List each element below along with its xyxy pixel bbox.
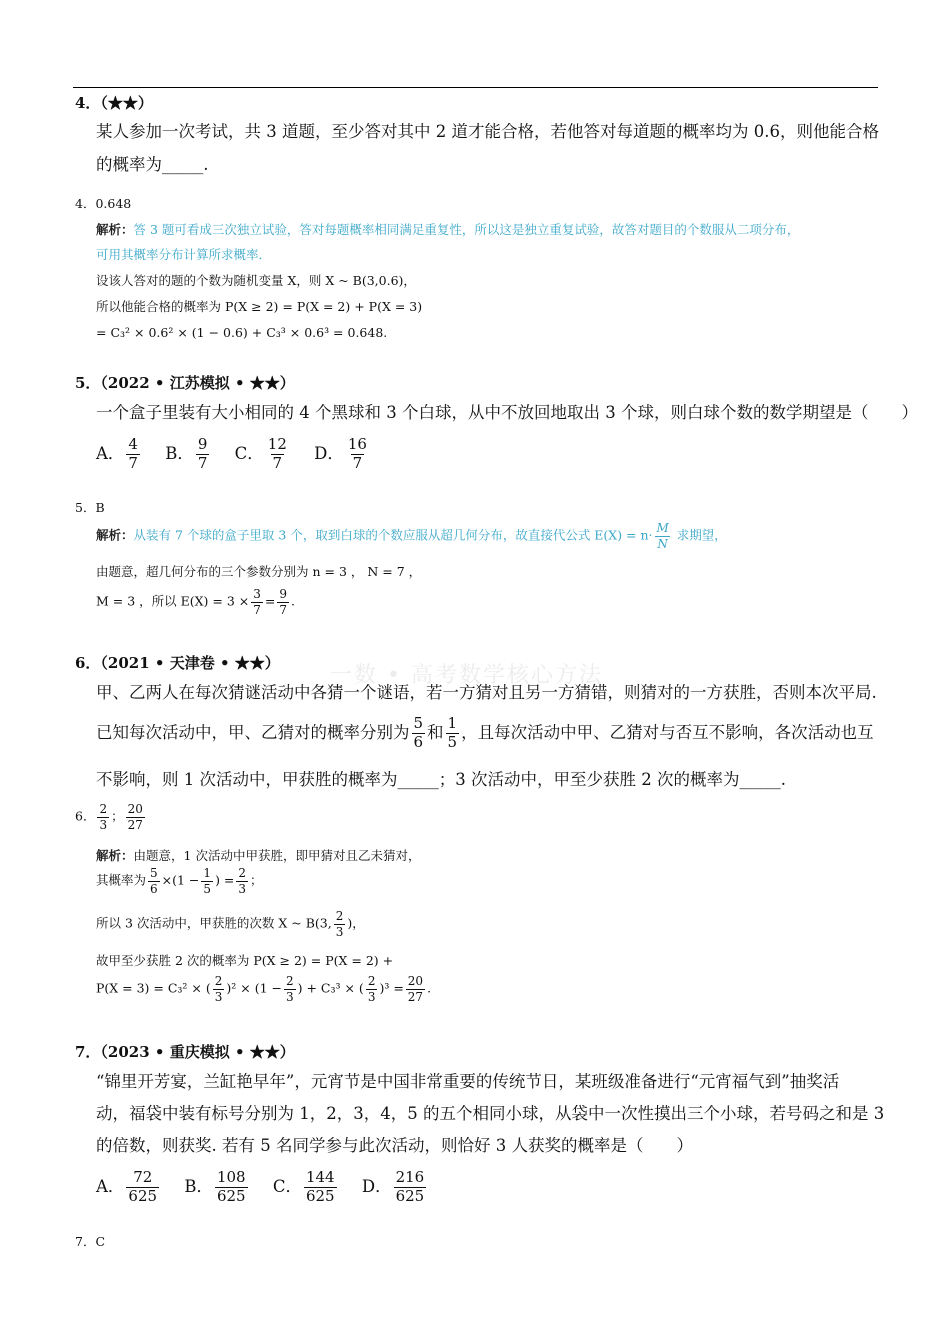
- problem-7-stem-line-3: 的倍数，则获奖. 若有 5 名同学参与此次活动，则恰好 3 人获奖的概率是（ ）: [96, 1136, 693, 1155]
- option-c[interactable]: C． $\frac{144}{625}$: [272, 1168, 335, 1205]
- problem-6-answer: 6． $\frac{2}{3}$ ； $\frac{20}{27}$: [75, 802, 143, 832]
- problem-6-solution-line-2: 其概率为 $\frac{5}{6}$ ×(1 − $\frac{1}{5}$ ) = $\frac{2}{3}$ ；: [96, 866, 263, 896]
- problem-5-heading: 5．（2022 • 江苏模拟 • ★★）: [75, 374, 295, 392]
- option-d[interactable]: D． $\frac{16}{7}$: [314, 435, 367, 472]
- problem-6-analysis-line-1: 解析：由题意，1 次活动中甲获胜，即甲猜对且乙未猜对，: [96, 848, 421, 863]
- problem-4-analysis-line-2: 可用其概率分布计算所求概率．: [96, 247, 272, 262]
- problem-6-solution-line-4: 故甲至少获胜 2 次的概率为 P(X ≥ 2) = P(X = 2) +: [96, 953, 394, 968]
- fraction-m-over-n: $\frac{M}{N}$: [656, 521, 669, 551]
- problem-7-stem-line-2: 动，福袋中装有标号分别为 1，2，3，4，5 的五个相同小球，从袋中一次性摸出三个小球，若号码之和是 3: [96, 1104, 885, 1123]
- problem-5-solution-line-1: 由题意，超几何分布的三个参数分别为 n = 3 ， N = 7 ，: [96, 564, 422, 579]
- problem-6-heading: 6．（2021 • 天津卷 • ★★）: [75, 654, 280, 672]
- option-b[interactable]: B． $\frac{108}{625}$: [184, 1168, 246, 1205]
- analysis-label: 解析：: [96, 222, 134, 237]
- problem-7-stem-line-1: “锦里开芳宴，兰缸艳早年”，元宵节是中国非常重要的传统节日，某班级准备进行“元宵福气到”抽奖活: [96, 1072, 840, 1091]
- header-rule: [73, 87, 878, 88]
- problem-5-stem: 一个盒子里装有大小相同的 4 个黑球和 3 个白球，从中不放回地取出 3 个球，则白球个数的数学期望是（ ）: [96, 403, 918, 422]
- option-c[interactable]: C． $\frac{12}{7}$: [234, 435, 287, 472]
- problem-5-solution-line-2: M = 3 ，所以 E(X) = 3 × $\frac{3}{7}$ = $\frac{9}{7}$ .: [96, 587, 295, 617]
- problem-6-stem-line-1: 甲、乙两人在每次猜谜活动中各猜一个谜语，若一方猜对且另一方猜错，则猜对的一方获胜，否则本次平局.: [96, 683, 877, 702]
- problem-4-stem-line-1: 某人参加一次考试，共 3 道题，至少答对其中 2 道才能合格，若他答对每道题的概率均为 0.6，则他能合格: [96, 122, 879, 141]
- problem-4-solution-line-2: 所以他能合格的概率为 P(X ≥ 2) = P(X = 2) + P(X = 3): [96, 299, 423, 314]
- problem-7-heading: 7．（2023 • 重庆模拟 • ★★）: [75, 1043, 295, 1061]
- problem-4-solution-line-1: 设该人答对的题的个数为随机变量 X，则 X ~ B(3,0.6)，: [96, 273, 416, 288]
- problem-5-answer: 5．B: [75, 500, 105, 515]
- problem-7-answer: 7．C: [75, 1234, 106, 1249]
- problem-7-options: [96, 1170, 446, 1205]
- problem-6-solution-line-3: 所以 3 次活动中，甲获胜的次数 X ~ B(3, $\frac{2}{3}$ )，: [96, 909, 365, 939]
- option-a[interactable]: A． $\frac{72}{625}$: [96, 1168, 158, 1205]
- analysis-hint: 答 3 题可看成三次独立试验，答对每题概率相同满足重复性，所以这是独立重复试验，故答对题目的个数服从二项分布，: [133, 222, 800, 237]
- problem-5-options: [96, 437, 389, 472]
- analysis-label: 解析：: [96, 848, 134, 863]
- analysis-label: 解析：: [96, 527, 134, 543]
- problem-4-solution-line-3: = C₃² × 0.6² × (1 − 0.6) + C₃³ × 0.6³ = 0.648.: [96, 325, 388, 340]
- problem-6-stem-line-3: 不影响，则 1 次活动中，甲获胜的概率为_____；3 次活动中，甲至少获胜 2 次的概率为_____.: [96, 770, 786, 789]
- problem-6-stem-line-2: 已知每次活动中，甲、乙猜对的概率分别为 $\frac{5}{6}$ 和 $\frac{1}{5}$ ，且每次活动中甲、乙猜对与否互不影响，各次活动也互: [96, 714, 874, 751]
- problem-4-answer: 4．0.648: [75, 196, 132, 211]
- problem-5-analysis: 解析：从装有 7 个球的盒子里取 3 个，取到白球的个数应服从超几何分布，故直接代公式 E(X) = n· $\frac{M}{N}$ 求期望，: [96, 521, 727, 551]
- problem-4-stem-line-2: 的概率为_____.: [96, 155, 209, 174]
- option-b[interactable]: B． $\frac{9}{7}$: [165, 435, 208, 472]
- option-d[interactable]: D． $\frac{216}{625}$: [361, 1168, 425, 1205]
- problem-4-analysis-line-1: [96, 224, 799, 237]
- watermark: 一数 • 高考数学核心方法: [330, 663, 603, 688]
- option-a[interactable]: A． $\frac{4}{7}$: [96, 435, 138, 472]
- problem-4-heading: 4．（★★）: [75, 94, 153, 112]
- problem-6-solution-line-5: P(X = 3) = C₃² × ( $\frac{2}{3}$ )² × (1 − $\frac{2}{3}$ ) + C₃³ × ( $\frac{2}{3}$ )³ = $\frac{20}{27}$ .: [96, 974, 432, 1004]
